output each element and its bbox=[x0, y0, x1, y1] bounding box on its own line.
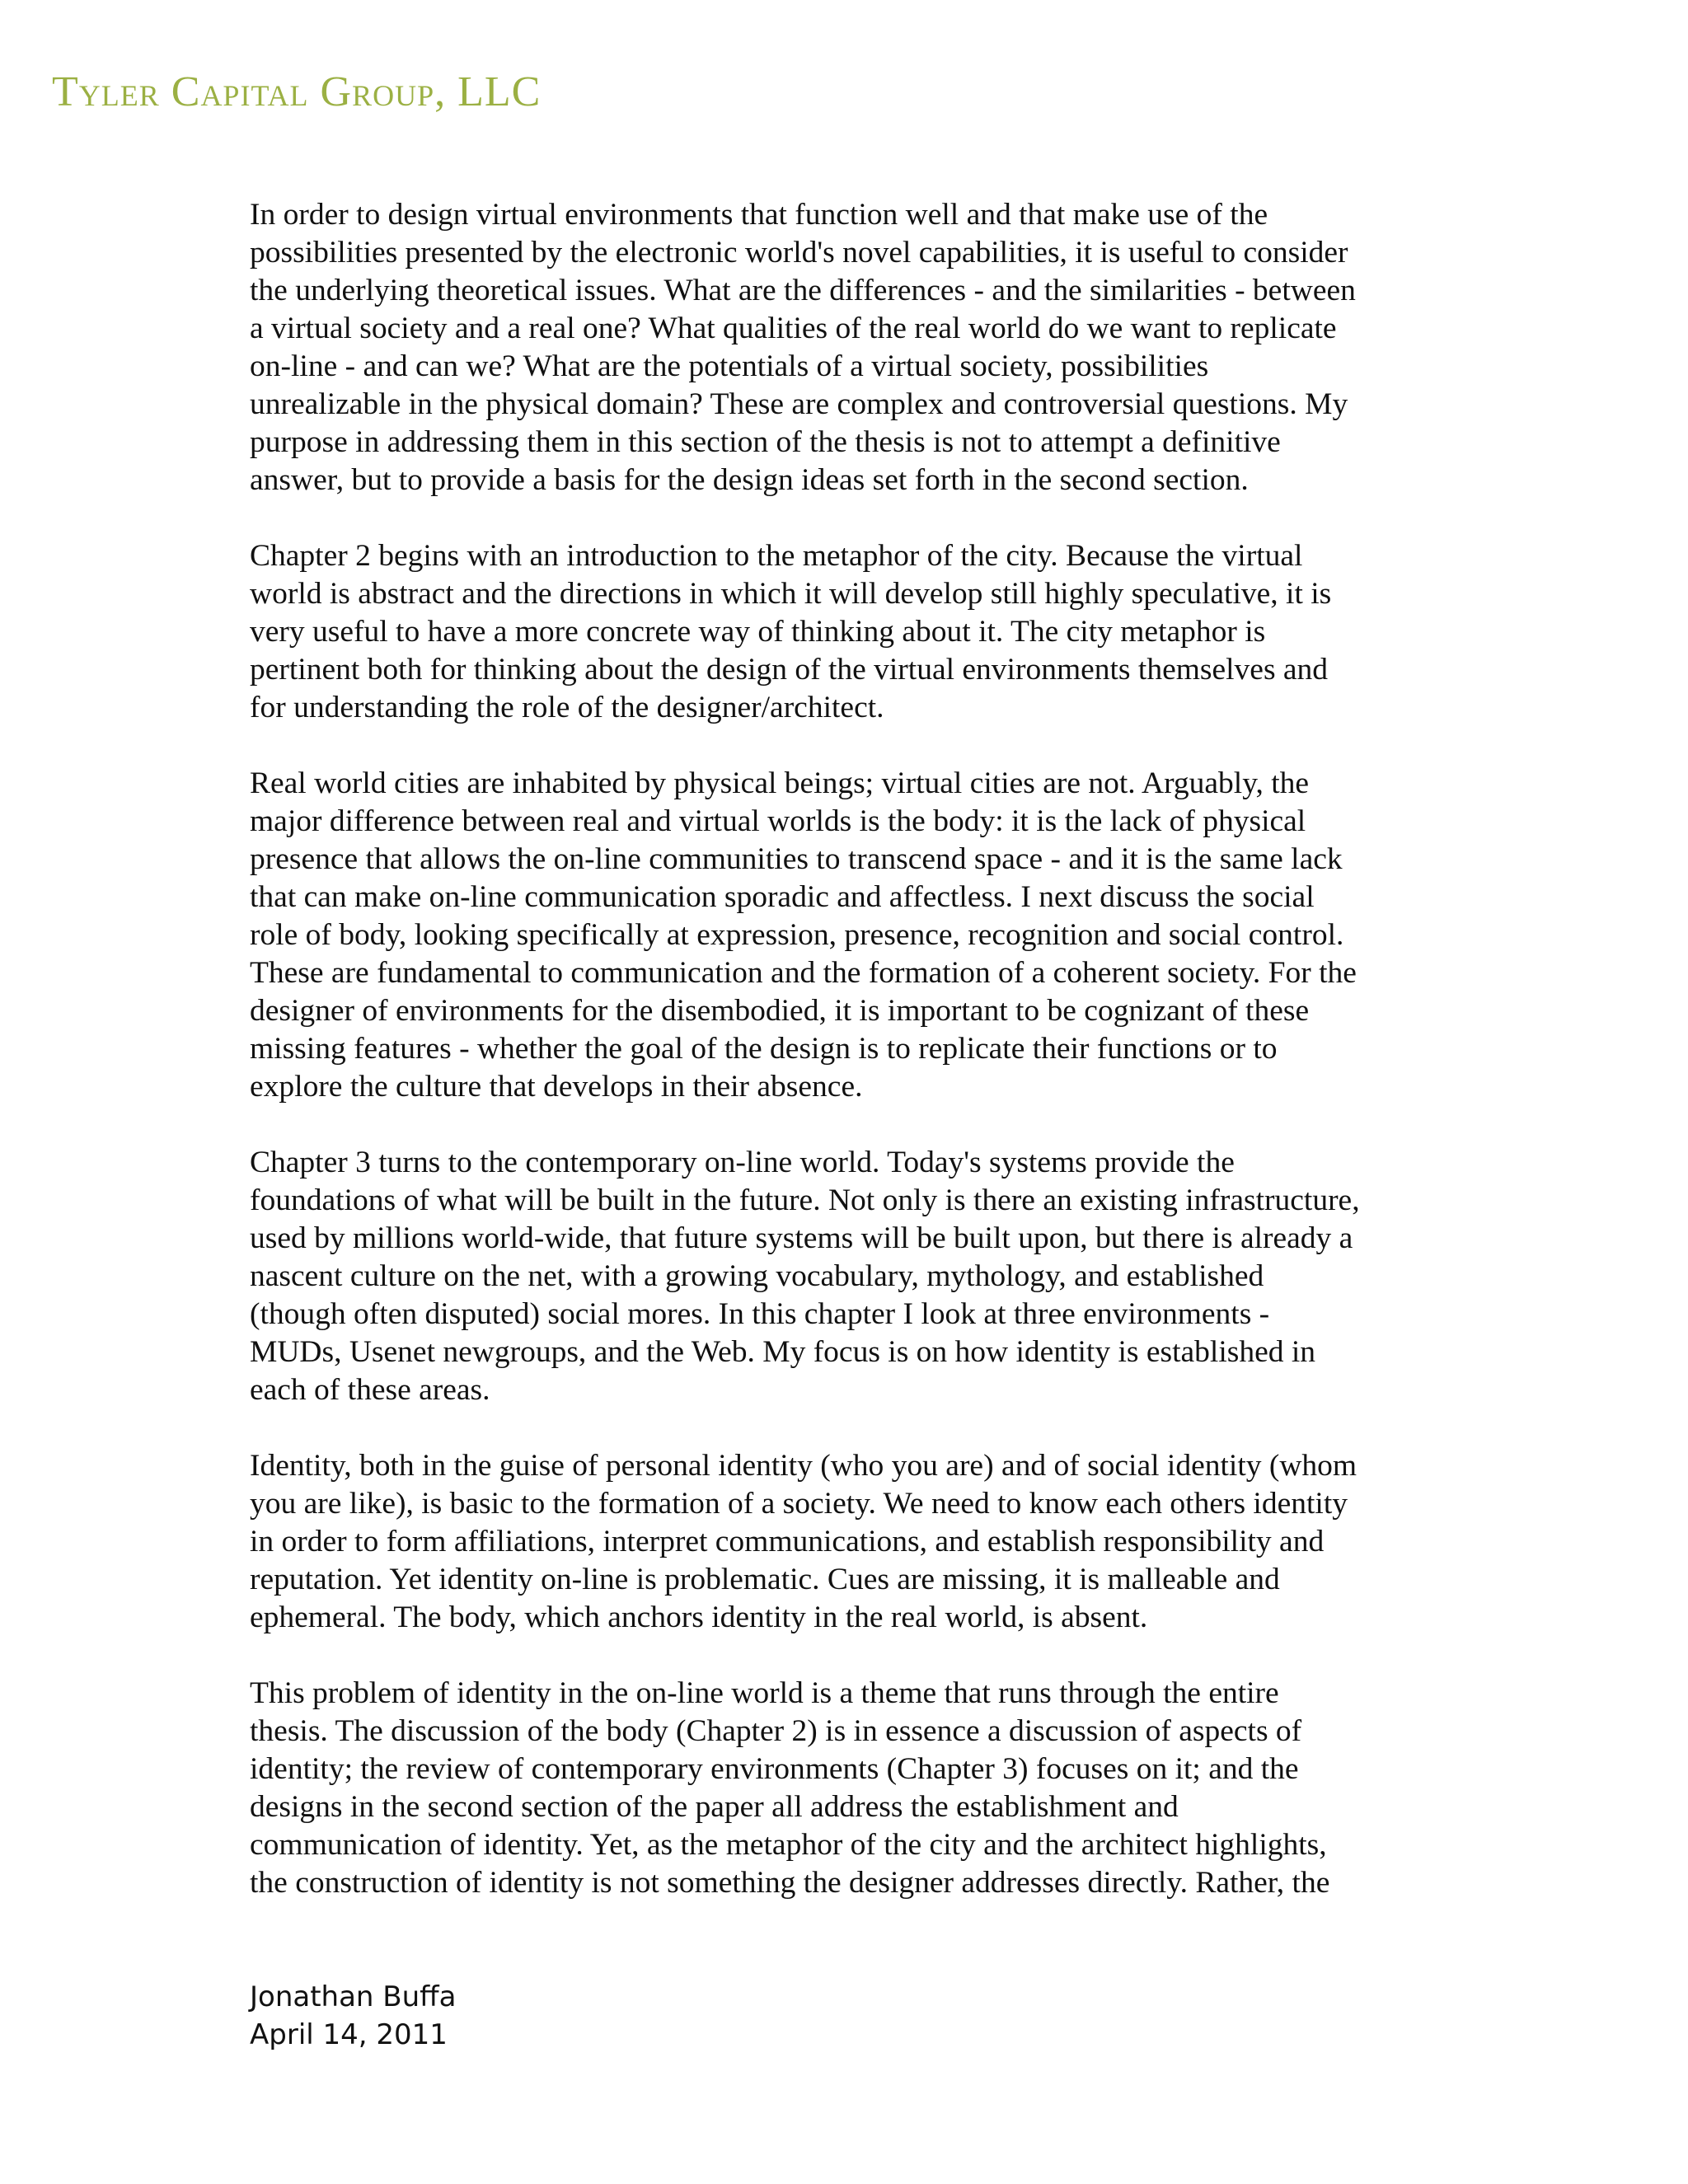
paragraph-4 bbox=[250, 1144, 1453, 1409]
text-line: that can make on-line communication sporadic and affectless. I next discuss the social bbox=[250, 880, 1315, 914]
text-line: the underlying theoretical issues. What are the differences - and the similarities - between bbox=[250, 274, 1356, 307]
text-line: communication of identity. Yet, as the metaphor of the city and the architect highlights, bbox=[250, 1828, 1327, 1862]
text-line: major difference between real and virtual worlds is the body: it is the lack of physical bbox=[250, 804, 1306, 838]
text-line: designer of environments for the disembodied, it is important to be cognizant of these bbox=[250, 994, 1310, 1028]
text-line: answer, but to provide a basis for the design ideas set forth in the second section. bbox=[250, 463, 1249, 497]
text-line: a virtual society and a real one? What qualities of the real world do we want to replicate bbox=[250, 312, 1337, 345]
text-line: you are like), is basic to the formation of a society. We need to know each others identity bbox=[250, 1487, 1348, 1521]
text-line: used by millions world-wide, that future systems will be built upon, but there is already a bbox=[250, 1221, 1353, 1255]
paragraph-3 bbox=[250, 765, 1453, 1106]
text-line: on-line - and can we? What are the potentials of a virtual society, possibilities bbox=[250, 349, 1209, 383]
text-line: explore the culture that develops in their absence. bbox=[250, 1070, 863, 1104]
signature-date: April 14, 2011 bbox=[250, 2018, 448, 2051]
text-line: missing features - whether the goal of the design is to replicate their functions or to bbox=[250, 1032, 1278, 1066]
text-line: world is abstract and the directions in which it will develop still highly speculative, it is bbox=[250, 577, 1332, 611]
text-line: for understanding the role of the designer/architect. bbox=[250, 691, 884, 724]
text-line: in order to form affiliations, interpret communications, and establish responsibility and bbox=[250, 1525, 1325, 1558]
text-line: (though often disputed) social mores. In this chapter I look at three environments - bbox=[250, 1297, 1270, 1331]
text-line: Real world cities are inhabited by physical beings; virtual cities are not. Arguably, the bbox=[250, 766, 1310, 800]
paragraph-6 bbox=[250, 1675, 1453, 1902]
text-line: nascent culture on the net, with a growing vocabulary, mythology, and established bbox=[250, 1259, 1264, 1293]
text-line: Identity, both in the guise of personal identity (who you are) and of social identity (whom bbox=[250, 1449, 1357, 1483]
paragraph-5 bbox=[250, 1447, 1453, 1637]
signature-block bbox=[250, 1978, 456, 2054]
text-line: In order to design virtual environments that function well and that make use of the bbox=[250, 198, 1268, 232]
text-line: reputation. Yet identity on-line is problematic. Cues are missing, it is malleable and bbox=[250, 1563, 1280, 1596]
paragraph-1 bbox=[250, 196, 1453, 499]
text-line: identity; the review of contemporary environments (Chapter 3) focuses on it; and the bbox=[250, 1752, 1299, 1786]
text-line: very useful to have a more concrete way of thinking about it. The city metaphor is bbox=[250, 615, 1266, 649]
text-line: role of body, looking specifically at expression, presence, recognition and social control. bbox=[250, 918, 1344, 952]
text-line: presence that allows the on-line communities to transcend space - and it is the same lack bbox=[250, 842, 1343, 876]
text-line: designs in the second section of the paper all address the establishment and bbox=[250, 1790, 1179, 1824]
text-line: MUDs, Usenet newgroups, and the Web. My focus is on how identity is established in bbox=[250, 1335, 1316, 1369]
text-line: foundations of what will be built in the future. Not only is there an existing infrastructure, bbox=[250, 1183, 1360, 1217]
text-line: the construction of identity is not something the designer addresses directly. Rather, the bbox=[250, 1866, 1330, 1900]
text-line: pertinent both for thinking about the design of the virtual environments themselves and bbox=[250, 653, 1329, 687]
document-body bbox=[250, 196, 1453, 1940]
text-line: thesis. The discussion of the body (Chapter 2) is in essence a discussion of aspects of bbox=[250, 1714, 1302, 1748]
text-line: This problem of identity in the on-line world is a theme that runs through the entire bbox=[250, 1676, 1279, 1710]
text-line: These are fundamental to communication and the formation of a coherent society. For the bbox=[250, 956, 1357, 990]
paragraph-2 bbox=[250, 537, 1453, 727]
text-line: Chapter 2 begins with an introduction to the metaphor of the city. Because the virtual bbox=[250, 539, 1303, 573]
company-header: Tyler Capital Group, LLC bbox=[52, 68, 542, 115]
text-line: purpose in addressing them in this section of the thesis is not to attempt a definitive bbox=[250, 425, 1281, 459]
text-line: ephemeral. The body, which anchors identity in the real world, is absent. bbox=[250, 1601, 1148, 1634]
author-name: Jonathan Buffa bbox=[250, 1980, 457, 2013]
text-line: each of these areas. bbox=[250, 1373, 490, 1407]
text-line: unrealizable in the physical domain? These are complex and controversial questions. My bbox=[250, 387, 1348, 421]
text-line: Chapter 3 turns to the contemporary on-line world. Today's systems provide the bbox=[250, 1146, 1235, 1179]
text-line: possibilities presented by the electronic world's novel capabilities, it is useful to consider bbox=[250, 236, 1348, 269]
